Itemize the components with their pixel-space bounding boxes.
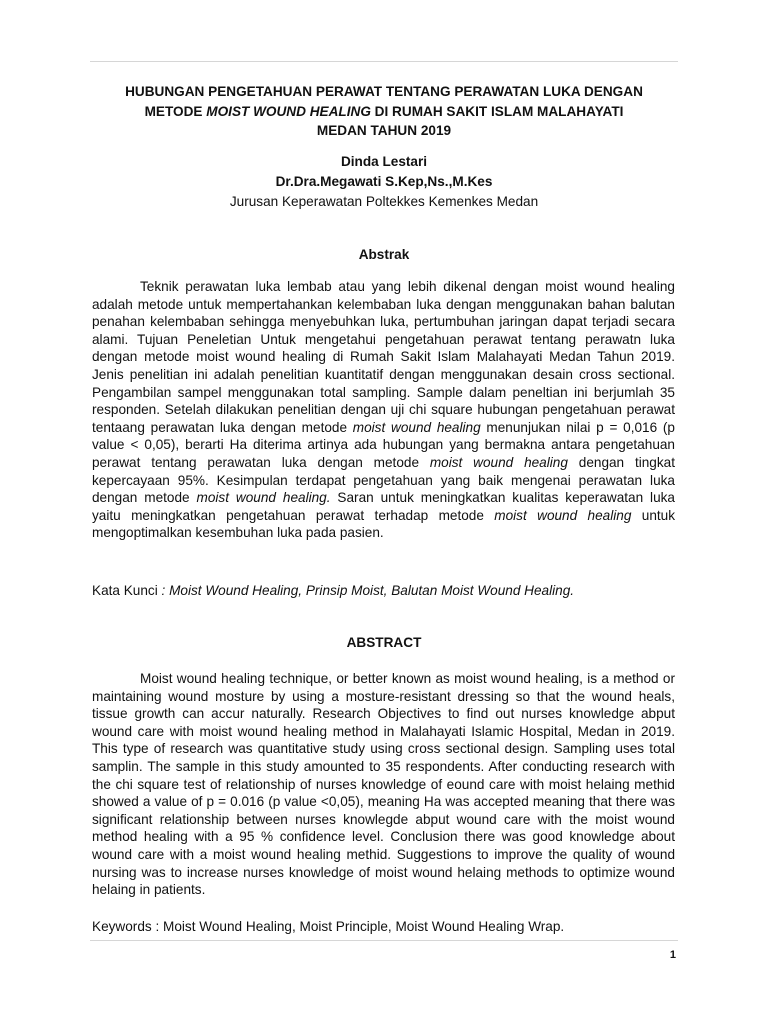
- footer-rule: [90, 940, 678, 941]
- kata-kunci-label: Kata Kunci: [92, 583, 162, 598]
- abstrak-text-run: Teknik perawatan luka lembab atau yang lebih dikenal dengan moist wound healing adalah metode untuk mempertahankan kelembaban luka dengan menggunakan bahan balutan penahan kelembaban sehingga menyebuhkan luka, pertumbuhan jaringan dapat terjadi secara alami. Tujuan Peneletian Untuk mengetahui pengetahuan perawat tentang perawatn luka dengan metode moist wound healing di Rumah Sakit Islam Malahayati Medan Tahun 2019. Jenis penelitian ini adalah penelitian kuantitatif dengan menggunakan desain cross sectional. Pengambilan sampel menggunakan total sampling. Sample dalam peneltian ini berjumlah 35 responden. Setelah dilakukan penelitian dengan uji chi square hubungan pengetahuan perawat tentaang perawatan luka dengan metode: [92, 279, 675, 435]
- abstrak-term-italic: moist wound healing: [352, 419, 481, 435]
- abstrak-term-italic: moist wound healing.: [196, 490, 331, 506]
- abstrak-text-run: menunjukan nilai p = 0,016 (p value < 0,05), berarti Ha diterima artinya ada hubungan yang bermakna antara pengetahuan perawat tentang perawatan luka dengan metode: [92, 419, 675, 470]
- kata-kunci: [92, 582, 675, 600]
- title-line-2-method: MOIST WOUND HEALING: [206, 103, 371, 119]
- title-line-2-prefix: METODE: [144, 103, 207, 119]
- abstrak-term-italic: moist wound healing: [429, 454, 568, 470]
- header-rule: [90, 61, 678, 62]
- abstrak-text-run: untuk mengoptimalkan kesembuhan luka pada pasien.: [92, 507, 676, 541]
- title-line-1: HUBUNGAN PENGETAHUAN PERAWAT TENTANG PERAWATAN LUKA DENGAN: [125, 84, 643, 99]
- abstrak-body: [92, 278, 675, 542]
- abstrak-term-italic: moist wound healing: [494, 507, 632, 523]
- author-block: [92, 152, 676, 212]
- title-line-2-suffix: DI RUMAH SAKIT ISLAM MALAHAYATI: [370, 103, 624, 119]
- abstrak-text-run: dengan tingkat kepercayaan 95%. Kesimpulan terdapat pengetahuan yang baik mengenai perawatan luka dengan metode: [92, 454, 676, 506]
- paper-title: [92, 82, 676, 141]
- page-number: 1: [669, 949, 676, 961]
- title-line-2: [92, 102, 676, 122]
- abstract-body: Moist wound healing technique, or better known as moist wound healing, is a method or maintaining wound mosture by using a mosture-resistant dressing so that the wound heals, tissue growth can accur naturally. Research Objectives to find out nurses knowledge abput wound care with moist wound healing method in Malahayati Islamic Hospital, Medan in 2019. This type of research was quantitative study using cross sectional design. Sampling uses total samplin. The sample in this study amounted to 35 respondents. After conducting research with the chi square test of relationship of nurses knowledge of eound care with moist helaing methid showed a value of p = 0.016 (p value <0,05), meaning Ha was accepted meaning that there was significant relationship between nurses knowlegde abput wound care with the moist wound method healing with a 95 % confidence level. Conclusion there was good knowledge about wound care with a moist wound healing methid. Suggestions to improve the quality of wound nursing was to increase nurses knowledge of moist wound helaing methods to optimize wound helaing in patients.: [92, 671, 675, 898]
- abstrak-text-run: Saran untuk meningkatkan kualitas keperawatan luka yaitu meningkatkan pengetahuan perawat terhadap metode: [92, 490, 675, 523]
- affiliation: Jurusan Keperawatan Poltekkes Kemenkes Medan: [229, 194, 539, 209]
- author-name: Dinda Lestari: [340, 154, 428, 169]
- supervisor-name: Dr.Dra.Megawati S.Kep,Ns.,M.Kes: [275, 174, 493, 189]
- keywords: Keywords : Moist Wound Healing, Moist Principle, Moist Wound Healing Wrap.: [92, 919, 565, 934]
- abstract-heading: ABSTRACT: [346, 635, 422, 650]
- abstrak-heading: Abstrak: [358, 247, 410, 262]
- kata-kunci-terms: : Moist Wound Healing, Prinsip Moist, Balutan Moist Wound Healing.: [161, 583, 575, 598]
- title-line-3: MEDAN TAHUN 2019: [316, 123, 452, 138]
